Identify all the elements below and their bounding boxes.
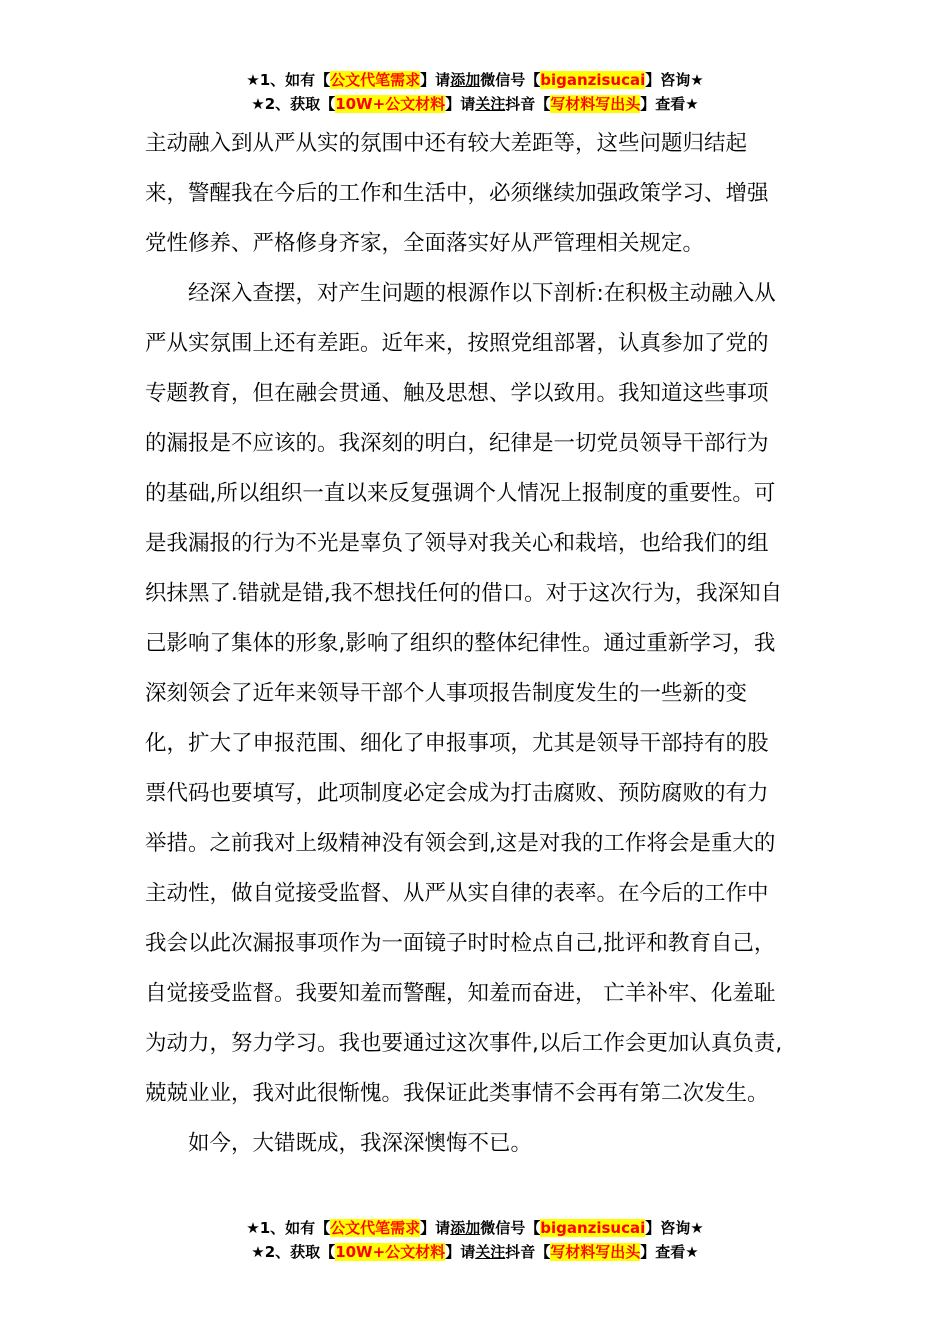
banner-text: ★2、获取【	[251, 95, 336, 113]
banner-text: 】咨询★	[645, 71, 704, 89]
banner-text: 微信号【	[480, 71, 541, 89]
highlight-douyin-account: 写材料写出头	[550, 95, 641, 113]
text-line: 化，扩大了申报范围、细化了申报事项，尤其是领导干部持有的股	[145, 731, 769, 756]
banner-text: 抖音【	[505, 95, 551, 113]
text-line: 主动融入到从严从实的氛围中还有较大差距等，这些问题归结起	[145, 131, 748, 156]
banner-text: 】请	[445, 1243, 476, 1261]
text-line: 我会以此次漏报事项作为一面镜子时时检点自己,批评和教育自己，	[145, 931, 776, 956]
banner-text: 】请	[420, 71, 451, 89]
highlight-douyin-account: 写材料写出头	[550, 1243, 641, 1261]
banner-text: ★1、如有【	[246, 1219, 331, 1237]
banner-text: 】请	[420, 1219, 451, 1237]
highlight-service: 公文代笔需求	[330, 71, 421, 89]
banner-text: 抖音【	[505, 1243, 551, 1261]
text-line: 自觉接受监督。我要知羞而警醒，知羞而奋进， 亡羊补牢、化羞耻	[145, 981, 776, 1006]
highlight-wechat-id: biganzisucai	[540, 71, 646, 89]
banner-line-1	[0, 68, 950, 92]
underlined-text: 关注	[475, 1243, 506, 1261]
banner-text: 】咨询★	[645, 1219, 704, 1237]
underlined-text: 添加	[450, 71, 481, 89]
text-line: 是我漏报的行为不光是辜负了领导对我关心和栽培，也给我们的组	[145, 531, 769, 556]
underlined-text: 添加	[450, 1219, 481, 1237]
header-banner	[0, 68, 950, 116]
text-line: 的基础,所以组织一直以来反复强调个人情况上报制度的重要性。可	[145, 481, 776, 506]
text-line: 主动性，做自觉接受监督、从严从实自律的表率。在今后的工作中	[145, 881, 769, 906]
text-line: 织抹黑了.错就是错,我不想找任何的借口。对于这次行为，我深知自	[145, 581, 783, 606]
banner-text: 】查看★	[640, 95, 699, 113]
text-line: 己影响了集体的形象,影响了组织的整体纪律性。通过重新学习，我	[145, 631, 776, 656]
document-body	[145, 122, 815, 1172]
banner-line-1	[0, 1216, 950, 1240]
paragraph-start-line: 如今，大错既成，我深深懊悔不已。	[188, 1131, 533, 1156]
text-line: 举措。之前我对上级精神没有领会到,这是对我的工作将会是重大的	[145, 831, 776, 856]
banner-text: 】查看★	[640, 1243, 699, 1261]
text-line: 来，警醒我在今后的工作和生活中，必须继续加强政策学习、增强	[145, 181, 769, 206]
text-line: 深刻领会了近年来领导干部个人事项报告制度发生的一些新的变	[145, 681, 748, 706]
text-line: 兢兢业业，我对此很惭愧。我保证此类事情不会再有第二次发生。	[145, 1081, 769, 1106]
underlined-text: 关注	[475, 95, 506, 113]
footer-banner	[0, 1216, 950, 1264]
banner-line-2	[0, 1240, 950, 1264]
banner-text: 】请	[445, 95, 476, 113]
text-line: 票代码也要填写，此项制度必定会成为打击腐败、预防腐败的有力	[145, 781, 769, 806]
text-line: 党性修养、严格修身齐家，全面落实好从严管理相关规定。	[145, 231, 705, 256]
text-line: 专题教育，但在融会贯通、触及思想、学以致用。我知道这些事项	[145, 381, 769, 406]
banner-text: 微信号【	[480, 1219, 541, 1237]
highlight-materials: 10W+公文材料	[335, 1243, 446, 1261]
text-line: 为动力，努力学习。我也要通过这次事件,以后工作会更加认真负责,	[145, 1031, 783, 1056]
banner-text: ★2、获取【	[251, 1243, 336, 1261]
highlight-materials: 10W+公文材料	[335, 95, 446, 113]
text-line: 严从实氛围上还有差距。近年来，按照党组部署，认真参加了党的	[145, 331, 769, 356]
paragraph-start-line: 经深入查摆，对产生问题的根源作以下剖析:在积极主动融入从	[188, 281, 776, 306]
banner-text: ★1、如有【	[246, 71, 331, 89]
banner-line-2	[0, 92, 950, 116]
highlight-wechat-id: biganzisucai	[540, 1219, 646, 1237]
text-line: 的漏报是不应该的。我深刻的明白，纪律是一切党员领导干部行为	[145, 431, 769, 456]
highlight-service: 公文代笔需求	[330, 1219, 421, 1237]
